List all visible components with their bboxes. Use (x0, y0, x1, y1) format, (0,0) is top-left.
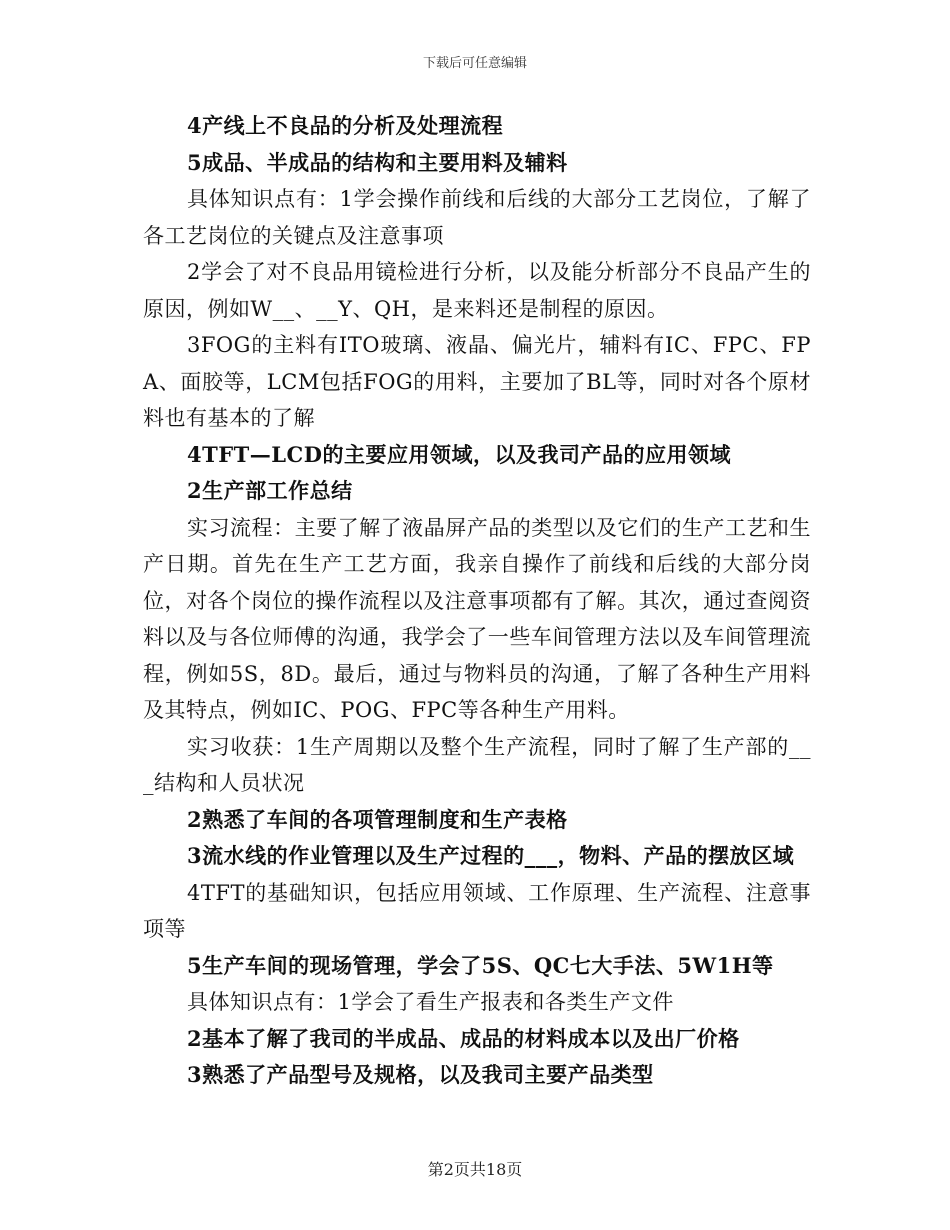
paragraph-9: 实习收获：1生产周期以及整个生产流程，同时了解了生产部的___结构和人员状况 (143, 734, 811, 795)
paragraph-16: 3熟悉了产品型号及规格，以及我司主要产品类型 (187, 1062, 654, 1087)
paragraph-3: 具体知识点有：1学会操作前线和后线的大部分工艺岗位，了解了各工艺岗位的关键点及注意事项 (143, 187, 811, 248)
section-heading: 2生产部工作总结 (187, 478, 353, 503)
paragraph-4: 2学会了对不良品用镜检进行分析，以及能分析部分不良品产生的原因，例如W__、__Y、QH，是来料还是制程的原因。 (143, 260, 811, 321)
paragraph-12: 4TFT的基础知识，包括应用领域、工作原理、生产流程、注意事项等 (143, 880, 811, 941)
paragraph-11: 3流水线的作业管理以及生产过程的___，物料、产品的摆放区域 (187, 843, 795, 868)
paragraph-8: 实习流程：主要了解了液晶屏产品的类型以及它们的生产工艺和生产日期。首先在生产工艺方面，我亲自操作了前线和后线的大部分岗位，对各个岗位的操作流程以及注意事项都有了解。其次，通过查阅资料以及与各位师傅的沟通，我学会了一些车间管理方法以及车间管理流程，例如5S，8D。最后，通过与物料员的沟通，了解了各种生产用料及其特点，例如IC、POG、FPC等各种生产用料。 (143, 515, 811, 722)
paragraph-6: 4TFT—LCD的主要应用领域，以及我司产品的应用领域 (187, 441, 731, 467)
paragraph-10: 2熟悉了车间的各项管理制度和生产表格 (187, 806, 568, 832)
paragraph-15: 2基本了解了我司的半成品、成品的材料成本以及出厂价格 (187, 1025, 740, 1051)
paragraph-13: 5生产车间的现场管理，学会了5S、QC七大手法、5W1H等 (187, 952, 774, 978)
page-footer: 第2页共18页 (427, 1160, 523, 1179)
paragraph-5: 3FOG的主料有ITO玻璃、液晶、偏光片，辅料有IC、FPC、FPA、面胶等，LCM包括FOG的用料，主要加了BL等，同时对各个原材料也有基本的了解 (143, 333, 811, 430)
page-header: 下载后可任意编辑 (422, 56, 527, 71)
document-body (143, 108, 811, 1094)
paragraph-2: 5成品、半成品的结构和主要用料及辅料 (187, 149, 568, 175)
paragraph-14: 具体知识点有：1学会了看生产报表和各类生产文件 (187, 990, 674, 1014)
paragraph-1: 4产线上不良品的分析及处理流程 (187, 113, 504, 138)
